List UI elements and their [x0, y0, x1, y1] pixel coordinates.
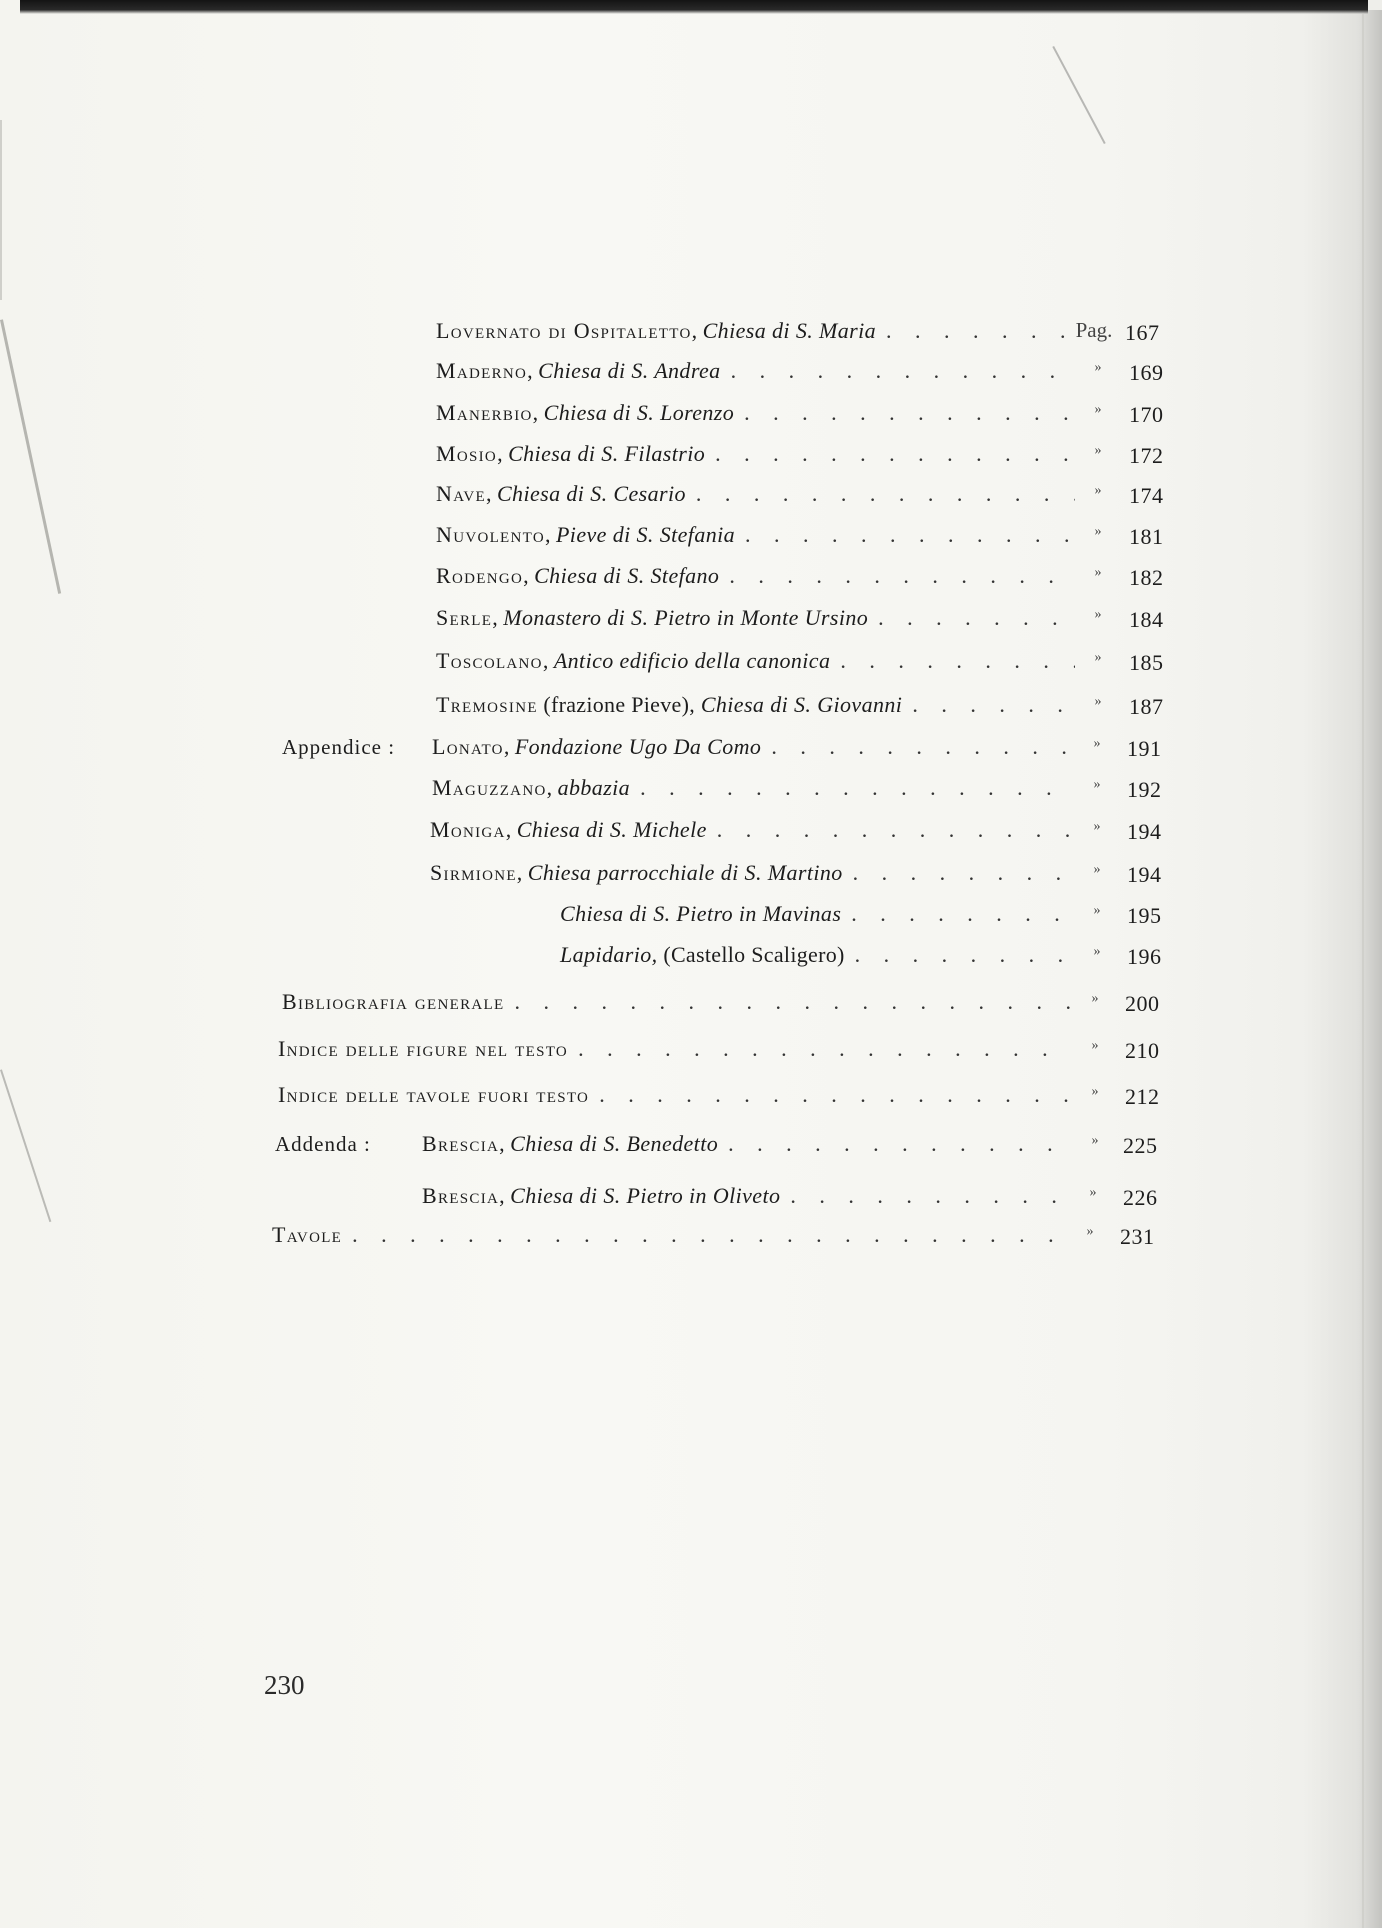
toc-entry: [0, 522, 1382, 552]
entry-place: Bibliografia generale: [282, 989, 505, 1014]
page-number-folio: 230: [264, 1670, 305, 1700]
entry-note: (frazione Pieve),: [543, 692, 701, 717]
entry-place: Moniga: [430, 817, 506, 842]
entry-separator: ,: [516, 860, 528, 885]
entry-title: Chiesa di S. Stefano: [534, 563, 720, 588]
entry-place: Maguzzano: [432, 775, 547, 800]
toc-entry-text: [272, 1222, 1067, 1248]
entry-place: Indice delle figure nel testo: [278, 1036, 569, 1061]
page-reference: 196: [1127, 944, 1162, 969]
toc-entry: [0, 1131, 1382, 1161]
page-reference: 231: [1120, 1224, 1155, 1249]
entry-place: Lovernato di Ospitaletto: [436, 318, 692, 343]
entry-place: Tavole: [272, 1222, 343, 1247]
toc-entry-text: [436, 318, 1072, 344]
toc-entry: [0, 775, 1382, 805]
page-reference: 192: [1127, 777, 1162, 802]
entry-place: Nuvolento: [436, 522, 545, 547]
toc-entry: [0, 1222, 1382, 1252]
ditto-mark: »: [1093, 903, 1101, 918]
ditto-mark: »: [1094, 694, 1102, 709]
entry-separator: ,: [542, 648, 554, 673]
entry-place: Sirmione: [430, 860, 517, 885]
ditto-mark: »: [1091, 991, 1099, 1006]
toc-entry-text: [436, 563, 1075, 589]
toc-entry: [0, 563, 1382, 593]
toc-entry: [0, 734, 1382, 764]
toc-entry-text: [430, 817, 1074, 843]
toc-entry-text: [560, 942, 1074, 968]
dot-leader: [868, 605, 1075, 631]
dot-leader: [568, 1036, 1072, 1062]
dot-leader: [734, 400, 1075, 426]
ditto-mark: »: [1094, 443, 1102, 458]
entry-place: Manerbio: [436, 400, 533, 425]
entry-place: Lonato: [432, 734, 504, 759]
toc-entry: [0, 942, 1382, 972]
toc-entry-text: [278, 1082, 1072, 1108]
ditto-mark: »: [1093, 944, 1101, 959]
dot-leader: [705, 441, 1075, 467]
dot-leader: [845, 942, 1074, 968]
ditto-mark: »: [1093, 862, 1101, 877]
entry-title: Fondazione Ugo Da Como: [514, 734, 762, 759]
section-prefix: Addenda :: [275, 1132, 371, 1156]
ditto-mark: »: [1094, 524, 1102, 539]
entry-title: Chiesa di S. Lorenzo: [543, 400, 735, 425]
entry-separator: ,: [544, 522, 556, 547]
page-reference: 172: [1129, 443, 1164, 468]
entry-title: Chiesa di S. Andrea: [538, 358, 721, 383]
toc-entry-text: [422, 1131, 1072, 1157]
toc-entry: [0, 481, 1382, 511]
dot-leader: [342, 1222, 1067, 1248]
page-reference: 181: [1129, 524, 1164, 549]
toc-entry: [0, 989, 1382, 1019]
ditto-mark: »: [1094, 402, 1102, 417]
ditto-mark: »: [1094, 565, 1102, 580]
dot-leader: [589, 1082, 1072, 1108]
entry-title: Chiesa di S. Filastrio: [508, 441, 706, 466]
toc-entry: [0, 1082, 1382, 1112]
toc-entry: [0, 605, 1382, 635]
entry-separator: ,: [505, 817, 517, 842]
entry-separator: ,: [485, 481, 497, 506]
toc-entry: [0, 1183, 1382, 1213]
entry-separator: ,: [503, 734, 515, 759]
entry-separator: ,: [492, 605, 504, 630]
toc-entry: [0, 318, 1382, 348]
page-reference: 191: [1127, 736, 1162, 761]
dot-leader: [630, 775, 1074, 801]
toc-entry-text: [436, 605, 1075, 631]
page-reference: 195: [1127, 903, 1162, 928]
toc-entry-text: [278, 1036, 1072, 1062]
page-reference: 167: [1125, 320, 1160, 345]
toc-entry: [0, 817, 1382, 847]
toc-entry-text: [436, 441, 1075, 467]
toc-entry-text: [436, 522, 1075, 548]
ditto-mark: »: [1091, 1038, 1099, 1053]
ditto-mark: »: [1094, 483, 1102, 498]
entry-place: Nave: [436, 481, 486, 506]
toc-entry: [0, 860, 1382, 890]
page-reference: 174: [1129, 483, 1164, 508]
page-reference: 194: [1127, 862, 1162, 887]
toc-entry-text: [282, 989, 1072, 1015]
toc-entry: [0, 400, 1382, 430]
toc-entry-text: [432, 734, 1074, 760]
toc-entry-text: [436, 481, 1075, 507]
page-reference: 200: [1125, 991, 1160, 1016]
toc-entry: [0, 1036, 1382, 1066]
ditto-mark: »: [1086, 1224, 1094, 1239]
page-reference: 225: [1123, 1133, 1158, 1158]
toc-entry-text: [436, 358, 1075, 384]
entry-note: (Castello Scaligero): [657, 942, 845, 967]
page-reference: 210: [1125, 1038, 1160, 1063]
ditto-mark: »: [1093, 819, 1101, 834]
toc-entry-text: [430, 860, 1074, 886]
page-reference: 184: [1129, 607, 1164, 632]
dot-leader: [902, 692, 1075, 718]
dot-leader: [876, 318, 1072, 344]
entry-place: Toscolano: [436, 648, 543, 673]
dot-leader: [761, 734, 1074, 760]
toc-entry: [0, 441, 1382, 471]
entry-separator: ,: [499, 1131, 511, 1156]
entry-separator: ,: [546, 775, 558, 800]
ditto-mark: Pag.: [1075, 318, 1113, 342]
entry-separator: ,: [691, 318, 703, 343]
toc-entry: [0, 692, 1382, 722]
ditto-mark: »: [1094, 607, 1102, 622]
ditto-mark: »: [1093, 777, 1101, 792]
dot-leader: [721, 358, 1075, 384]
entry-title: Chiesa di S. Pietro in Oliveto: [510, 1183, 781, 1208]
dot-leader: [830, 648, 1075, 674]
entry-place: Brescia: [422, 1131, 500, 1156]
page-reference: 182: [1129, 565, 1164, 590]
entry-title: Chiesa di S. Benedetto: [510, 1131, 719, 1156]
dot-leader: [718, 1131, 1072, 1157]
entry-title: Chiesa di S. Cesario: [496, 481, 686, 506]
entry-title: abbazia: [557, 775, 631, 800]
toc-entry-text: [436, 400, 1075, 426]
entry-title: Chiesa parrocchiale di S. Martino: [527, 860, 843, 885]
entry-title: Lapidario,: [560, 942, 658, 967]
dot-leader: [504, 989, 1072, 1015]
entry-place: Maderno: [436, 358, 528, 383]
ditto-mark: »: [1091, 1133, 1099, 1148]
entry-place: Mosio: [436, 441, 498, 466]
toc-entry-text: [436, 692, 1075, 718]
entry-title: Pieve di S. Stefania: [555, 522, 736, 547]
entry-place: Serle: [436, 605, 493, 630]
entry-separator: ,: [499, 1183, 511, 1208]
page-reference: 212: [1125, 1084, 1160, 1109]
page-reference: 226: [1123, 1185, 1158, 1210]
toc-entry: [0, 901, 1382, 931]
toc-entry-text: [422, 1183, 1070, 1209]
entry-place: Indice delle tavole fuori testo: [278, 1082, 590, 1107]
page-reference: 194: [1127, 819, 1162, 844]
page-reference: 187: [1129, 694, 1164, 719]
dot-leader: [735, 522, 1075, 548]
dot-leader: [843, 860, 1074, 886]
entry-title: Chiesa di S. Maria: [702, 318, 877, 343]
entry-separator: ,: [527, 358, 539, 383]
entry-separator: ,: [523, 563, 535, 588]
toc-entry: [0, 648, 1382, 678]
ditto-mark: »: [1091, 1084, 1099, 1099]
ditto-mark: »: [1094, 360, 1102, 375]
ditto-mark: »: [1093, 736, 1101, 751]
toc-entry-text: [560, 901, 1074, 927]
entry-title: Chiesa di S. Pietro in Mavinas: [560, 901, 842, 926]
entry-title: Chiesa di S. Giovanni: [700, 692, 903, 717]
page-reference: 185: [1129, 650, 1164, 675]
dot-leader: [841, 901, 1074, 927]
entry-title: Monastero di S. Pietro in Monte Ursino: [503, 605, 869, 630]
toc-entry-text: [436, 648, 1075, 674]
entry-title: Chiesa di S. Michele: [516, 817, 707, 842]
dot-leader: [719, 563, 1075, 589]
entry-title: Antico edificio della canonica: [553, 648, 831, 673]
ditto-mark: »: [1089, 1185, 1097, 1200]
entry-place: Tremosine: [436, 692, 538, 717]
dot-leader: [686, 481, 1075, 507]
entry-separator: ,: [497, 441, 509, 466]
entry-place: Rodengo: [436, 563, 524, 588]
ditto-mark: »: [1094, 650, 1102, 665]
entry-place: Brescia: [422, 1183, 500, 1208]
toc-entry-text: [432, 775, 1074, 801]
page-reference: 169: [1129, 360, 1164, 385]
section-prefix: Appendice :: [282, 735, 396, 759]
entry-separator: ,: [532, 400, 544, 425]
dot-leader: [707, 817, 1074, 843]
toc-entry: [0, 358, 1382, 388]
page-reference: 170: [1129, 402, 1164, 427]
dot-leader: [780, 1183, 1070, 1209]
